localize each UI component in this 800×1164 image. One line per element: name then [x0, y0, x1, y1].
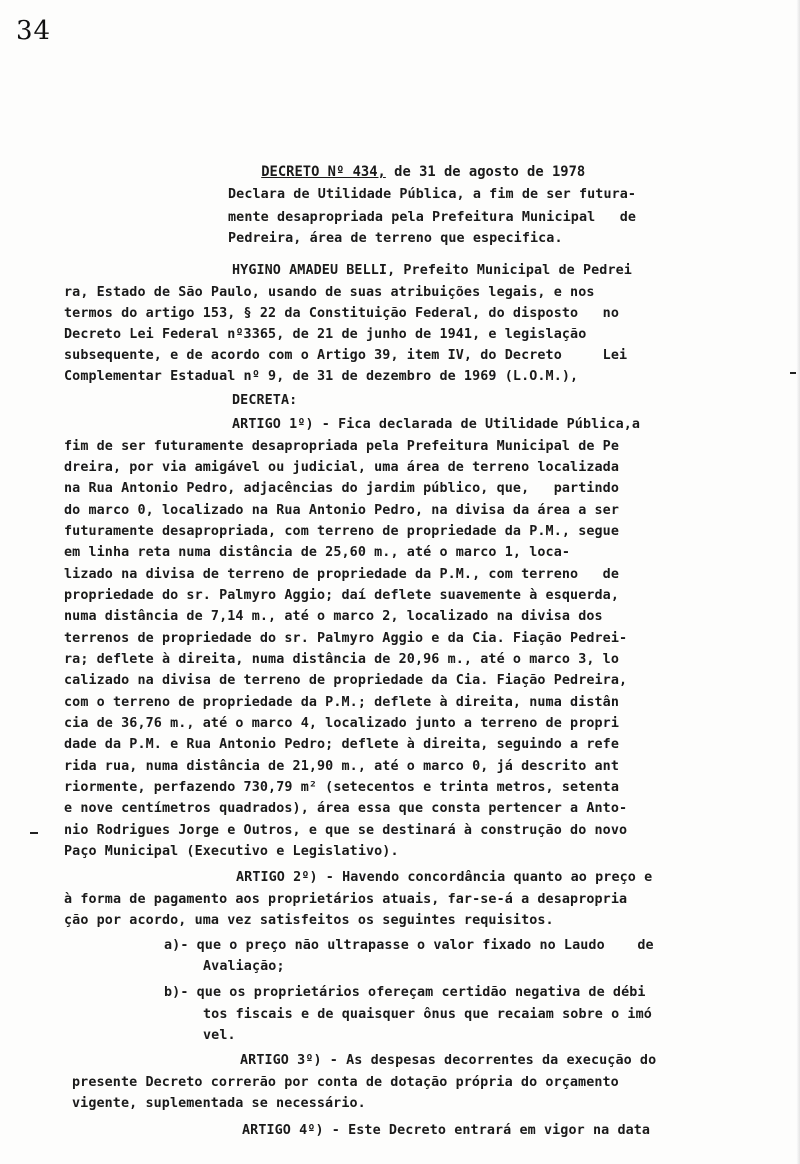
artigo1-line: riormente, perfazendo 730,79 m² (setecentos e trinta metros, setenta — [64, 780, 620, 795]
artigo1-line: ARTIGO 1º) - Fica declarada de Utilidade Pública,a — [232, 417, 641, 432]
item-b-line: vel. — [203, 1028, 236, 1043]
decree-date: de 31 de agosto de 1978 — [385, 164, 586, 180]
artigo1-line: na Rua Antonio Pedro, adjacências do jardim público, que, partindo — [64, 481, 620, 496]
scan-mark — [790, 372, 796, 374]
artigo1-line: terrenos de propriedade do sr. Palmyro Aggio e da Cia. Fiação Pedrei- — [64, 631, 628, 646]
artigo2-line: ARTIGO 2º) - Havendo concordância quanto ao preço e — [236, 870, 653, 885]
ementa-line: mente desapropriada pela Prefeitura Municipal de — [228, 210, 637, 225]
artigo1-line: calizado na divisa de terreno de propriedade da Cia. Fiação Pedreira, — [64, 673, 628, 688]
artigo2-line: ção por acordo, uma vez satisfeitos os seguintes requisitos. — [64, 913, 554, 928]
decreta-heading: DECRETA: — [232, 393, 298, 408]
preamble-line: Complementar Estadual nº 9, de 31 de dezembro de 1969 (L.O.M.), — [64, 369, 579, 384]
preamble-line: ra, Estado de São Paulo, usando de suas atribuições legais, e nos — [64, 285, 595, 300]
artigo1-line: Paço Municipal (Executivo e Legislativo). — [64, 844, 399, 859]
preamble-line: subsequente, e de acordo com o Artigo 39, item IV, do Decreto Lei — [64, 348, 628, 363]
item-b-line: b)- que os proprietários ofereçam certidão negativa de débi — [164, 985, 646, 1000]
artigo1-line: propriedade do sr. Palmyro Aggio; daí deflete suavemente à esquerda, — [64, 588, 620, 603]
scan-mark — [30, 832, 38, 834]
artigo1-line: lizado na divisa de terreno de propriedade da P.M., com terreno de — [64, 567, 620, 582]
item-a-line: Avaliação; — [203, 959, 285, 974]
artigo1-line: nio Rodrigues Jorge e Outros, e que se destinará à construção do novo — [64, 823, 628, 838]
preamble-line: Decreto Lei Federal nº3365, de 21 de junho de 1941, e legislação — [64, 327, 587, 342]
item-a-line: a)- que o preço não ultrapasse o valor fixado no Laudo de — [164, 938, 654, 953]
artigo1-line: dade da P.M. e Rua Antonio Pedro; deflete à direita, seguindo a refe — [64, 737, 620, 752]
ementa-line: Declara de Utilidade Pública, a fim de ser futura- — [228, 187, 637, 202]
artigo3-line: ARTIGO 3º) - As despesas decorrentes da execução do — [240, 1053, 657, 1068]
artigo1-line: em linha reta numa distância de 25,60 m., até o marco 1, loca- — [64, 545, 571, 560]
item-b-line: tos fiscais e de quaisquer ônus que recaiam sobre o imó — [203, 1007, 652, 1022]
artigo1-line: rida rua, numa distância de 21,90 m., até o marco 0, já descrito ant — [64, 759, 620, 774]
artigo4-line: ARTIGO 4º) - Este Decreto entrará em vigor na data — [242, 1123, 651, 1138]
artigo1-line: futuramente desapropriada, com terreno de propriedade da P.M., segue — [64, 524, 620, 539]
scan-edge-shadow — [796, 0, 800, 1164]
artigo1-line: do marco 0, localizado na Rua Antonio Pedro, na divisa da área a ser — [64, 503, 620, 518]
artigo1-line: cia de 36,76 m., até o marco 4, localizado junto a terreno de propri — [64, 716, 620, 731]
preamble-line: HYGINO AMADEU BELLI, Prefeito Municipal de Pedrei — [232, 263, 632, 278]
artigo3-line: vigente, suplementada se necessário. — [72, 1096, 366, 1111]
ementa-line: Pedreira, área de terreno que especifica. — [228, 231, 563, 246]
page-number: 34 — [16, 16, 52, 46]
preamble-line: termos do artigo 153, § 22 da Constituição Federal, do disposto no — [64, 306, 620, 321]
artigo1-line: fim de ser futuramente desapropriada pela Prefeitura Municipal de Pe — [64, 439, 620, 454]
artigo1-line: ra; deflete à direita, numa distância de 20,96 m., até o marco 3, lo — [64, 652, 620, 667]
artigo1-line: numa distância de 7,14 m., até o marco 2, localizado na divisa dos — [64, 609, 603, 624]
artigo1-line: e nove centímetros quadrados), área essa que consta pertencer a Anto- — [64, 801, 628, 816]
decree-number: DECRETO Nº 434, — [261, 164, 386, 180]
artigo1-line: com o terreno de propriedade da P.M.; deflete à direita, numa distân — [64, 695, 620, 710]
artigo1-line: dreira, por via amigável ou judicial, uma área de terreno localizada — [64, 460, 620, 475]
artigo3-line: presente Decreto correrão por conta de dotação própria do orçamento — [72, 1075, 619, 1090]
artigo2-line: à forma de pagamento aos proprietários atuais, far-se-á a desapropria — [64, 892, 628, 907]
